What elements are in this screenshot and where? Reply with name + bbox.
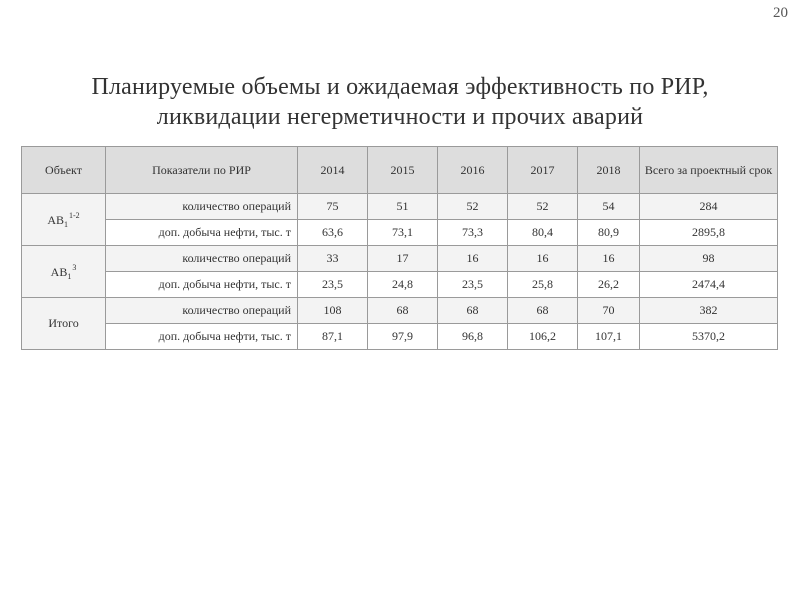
value-cell: 17 (368, 246, 438, 272)
table-header-row (22, 147, 778, 194)
slide-number: 20 (773, 5, 788, 21)
table-row (22, 194, 778, 220)
value-cell: 80,4 (508, 220, 578, 246)
value-cell: 33 (298, 246, 368, 272)
header-object: Объект (22, 147, 106, 194)
value-cell: 107,1 (578, 324, 640, 350)
rir-volumes-table (21, 146, 778, 350)
table-row (22, 272, 778, 298)
object-cell (22, 246, 106, 298)
value-cell: 54 (578, 194, 640, 220)
object-cell (22, 298, 106, 350)
value-cell: 24,8 (368, 272, 438, 298)
value-cell: 75 (298, 194, 368, 220)
table-row (22, 220, 778, 246)
object-cell (22, 194, 106, 246)
value-cell: 97,9 (368, 324, 438, 350)
object-subscript: 1 (64, 219, 68, 229)
value-cell: 108 (298, 298, 368, 324)
indicator-cell: доп. добыча нефти, тыс. т (106, 220, 298, 246)
indicator-cell: количество операций (106, 246, 298, 272)
value-cell: 68 (368, 298, 438, 324)
indicator-cell: доп. добыча нефти, тыс. т (106, 272, 298, 298)
table-body (22, 194, 778, 350)
total-cell: 5370,2 (640, 324, 778, 350)
value-cell: 73,1 (368, 220, 438, 246)
value-cell: 16 (438, 246, 508, 272)
value-cell: 25,8 (508, 272, 578, 298)
total-cell: 2895,8 (640, 220, 778, 246)
object-superscript: 1-2 (69, 210, 80, 220)
value-cell: 68 (508, 298, 578, 324)
object-name: АВ (47, 212, 64, 227)
value-cell: 80,9 (578, 220, 640, 246)
header-year-2014: 2014 (298, 147, 368, 194)
value-cell: 106,2 (508, 324, 578, 350)
value-cell: 16 (578, 246, 640, 272)
header-year-2017: 2017 (508, 147, 578, 194)
indicator-cell: доп. добыча нефти, тыс. т (106, 324, 298, 350)
value-cell: 23,5 (298, 272, 368, 298)
slide-title-line-1: Планируемые объемы и ожидаемая эффективность по РИР, (91, 74, 709, 100)
slide-title-line-2: ликвидации негерметичности и прочих аварий (156, 104, 644, 130)
value-cell: 51 (368, 194, 438, 220)
table-row (22, 246, 778, 272)
header-year-2018: 2018 (578, 147, 640, 194)
slide-title (40, 72, 760, 132)
total-cell: 382 (640, 298, 778, 324)
total-cell: 2474,4 (640, 272, 778, 298)
total-cell: 98 (640, 246, 778, 272)
header-year-2015: 2015 (368, 147, 438, 194)
value-cell: 52 (438, 194, 508, 220)
header-indicators: Показатели по РИР (106, 147, 298, 194)
value-cell: 68 (438, 298, 508, 324)
object-superscript: 3 (72, 262, 77, 272)
indicator-cell: количество операций (106, 194, 298, 220)
value-cell: 52 (508, 194, 578, 220)
table-row (22, 324, 778, 350)
object-name: АВ (50, 264, 68, 279)
object-name: Итого (48, 316, 79, 330)
table-row (22, 298, 778, 324)
value-cell: 87,1 (298, 324, 368, 350)
header-total: Всего за проектный срок (640, 147, 778, 194)
value-cell: 23,5 (438, 272, 508, 298)
object-subscript: 1 (67, 271, 72, 281)
value-cell: 26,2 (578, 272, 640, 298)
value-cell: 16 (508, 246, 578, 272)
value-cell: 96,8 (438, 324, 508, 350)
indicator-cell: количество операций (106, 298, 298, 324)
value-cell: 63,6 (298, 220, 368, 246)
header-year-2016: 2016 (438, 147, 508, 194)
total-cell: 284 (640, 194, 778, 220)
value-cell: 73,3 (438, 220, 508, 246)
value-cell: 70 (578, 298, 640, 324)
